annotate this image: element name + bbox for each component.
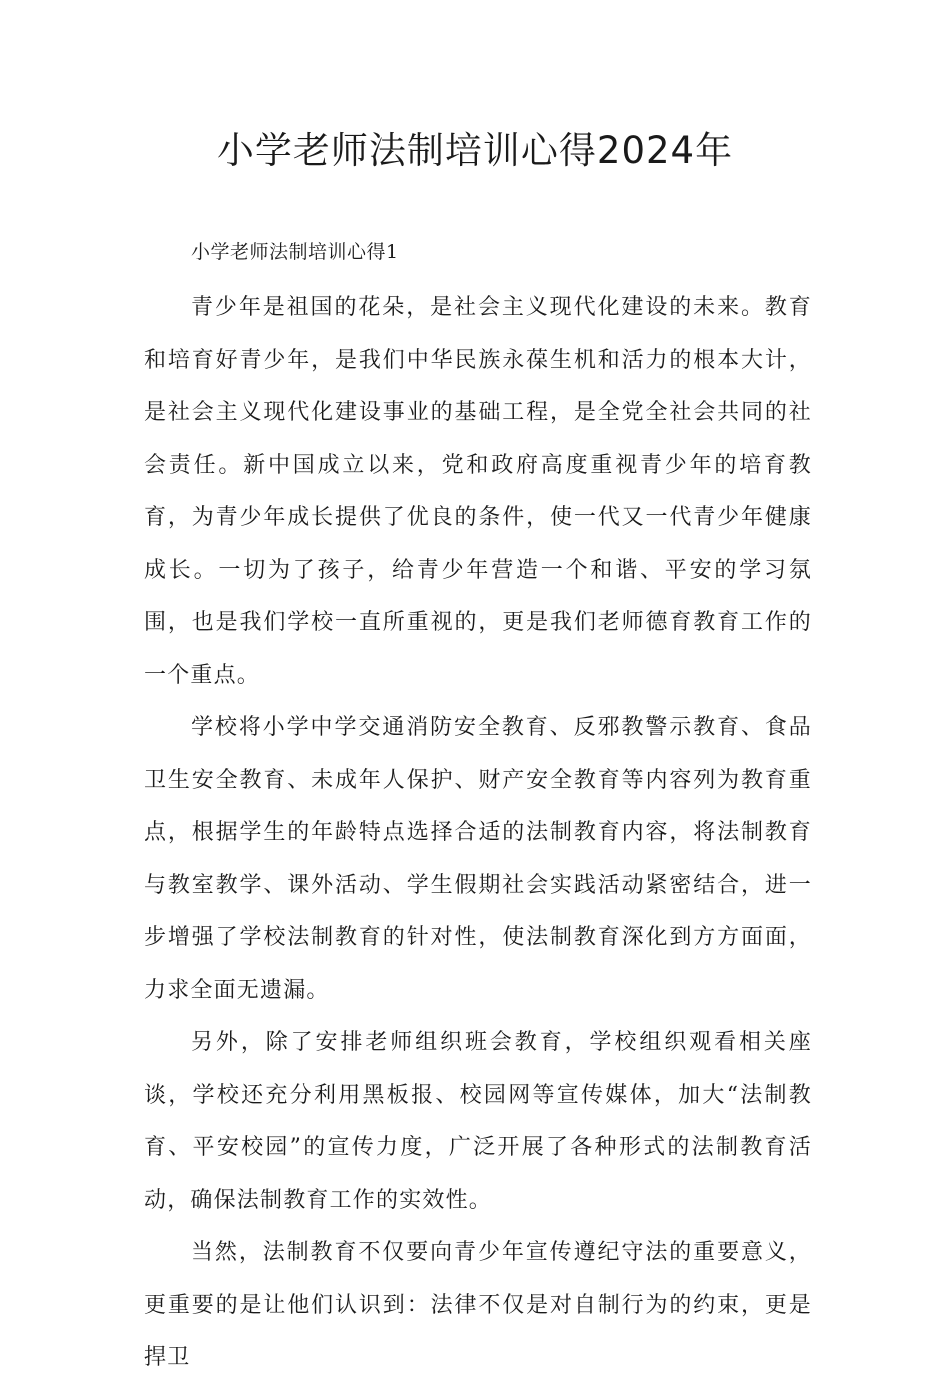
section-subheading: 小学老师法制培训心得1 (191, 241, 399, 263)
document-body (144, 230, 812, 1385)
paragraph: 另外，除了安排老师组织班会教育，学校组织观看相关座谈，学校还充分利用黑板报、校园网等宣传媒体，加大“法制教育、平安校园”的宣传力度，广泛开展了各种形式的法制教育活动，确保法制教育工作的实效性。 (144, 1030, 812, 1213)
paragraph: 当然，法制教育不仅要向青少年宣传遵纪守法的重要意义，更重要的是让他们认识到：法律不仅是对自制行为的约束，更是捍卫 (144, 1240, 812, 1370)
document-title: 小学老师法制培训心得2024年 (216, 129, 734, 172)
paragraph: 青少年是祖国的花朵，是社会主义现代化建设的未来。教育和培育好青少年，是我们中华民族永葆生机和活力的根本大计，是社会主义现代化建设事业的基础工程，是全党全社会共同的社会责任。新中国成立以来，党和政府高度重视青少年的培育教育，为青少年成长提供了优良的条件，使一代又一代青少年健康成长。一切为了孩子，给青少年营造一个和谐、平安的学习氛围，也是我们学校一直所重视的，更是我们老师德育教育工作的一个重点。 (144, 295, 812, 688)
paragraph: 学校将小学中学交通消防安全教育、反邪教警示教育、食品卫生安全教育、未成年人保护、财产安全教育等内容列为教育重点，根据学生的年龄特点选择合适的法制教育内容，将法制教育与教室教学、课外活动、学生假期社会实践活动紧密结合，进一步增强了学校法制教育的针对性，使法制教育深化到方方面面，力求全面无遗漏。 (144, 715, 812, 1003)
